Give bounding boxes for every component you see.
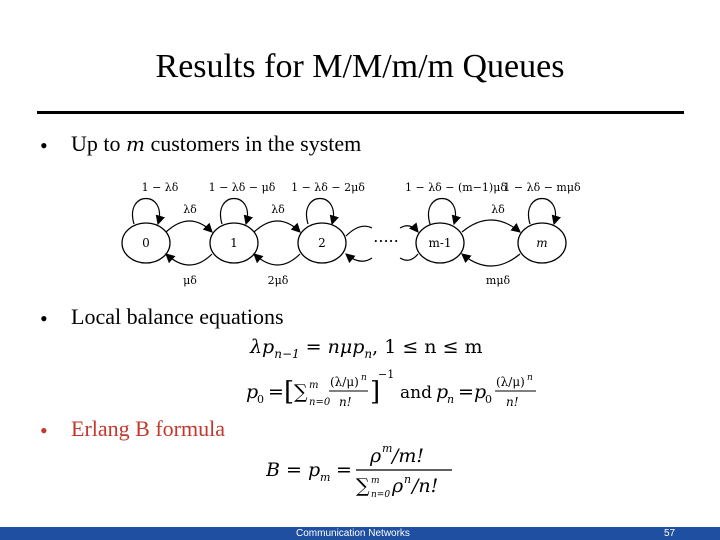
backward-rate-1: 2μδ <box>267 274 289 287</box>
svg-text:m: m <box>320 471 331 484</box>
footer-course-title: Communication Networks <box>296 528 410 539</box>
forward-rate-2: λδ <box>491 203 505 216</box>
self-loop-1 <box>221 199 248 225</box>
svg-text:m: m <box>309 380 319 391</box>
state-label-1: 1 <box>230 236 238 250</box>
self-loop-label-4: 1 − λδ − mμδ <box>503 181 581 194</box>
svg-text:B = p: B = p <box>266 459 321 481</box>
svg-text:∑: ∑ <box>294 381 308 403</box>
svg-text:(λ/μ): (λ/μ) <box>330 375 359 389</box>
self-loop-0 <box>133 199 160 225</box>
self-loop-label-0: 1 − λδ <box>141 181 179 194</box>
forward-arc-1 <box>254 221 300 232</box>
forward-rate-0: λδ <box>183 203 197 216</box>
forward-arc-3 <box>400 226 418 232</box>
state-label-m: m <box>536 236 548 250</box>
svg-text:ρ: ρ <box>370 445 382 467</box>
svg-text:n: n <box>447 393 455 406</box>
diagram-ellipsis: ..... <box>373 227 399 246</box>
bullet-erlang-b: Erlang B formula <box>71 416 225 441</box>
forward-arc-2 <box>346 226 372 236</box>
slide-title: Results for M/M/m/m Queues <box>155 48 565 85</box>
backward-rate-2: mμδ <box>485 274 511 287</box>
bullet-marker: • <box>40 133 48 158</box>
svg-text:p: p <box>474 381 487 403</box>
svg-text:0: 0 <box>485 393 492 406</box>
forward-arc-4 <box>462 220 520 232</box>
svg-text:∑: ∑ <box>356 475 370 497</box>
svg-text:=: = <box>336 459 352 481</box>
footer-bar <box>0 527 720 540</box>
erlang-b-equation <box>266 440 476 498</box>
bullet-marker: • <box>40 418 48 443</box>
backward-arc-0 <box>166 254 212 265</box>
p0-equation <box>246 364 546 414</box>
svg-text:−1: −1 <box>378 368 395 381</box>
svg-text:p: p <box>246 381 259 403</box>
bullet-marker: • <box>40 306 48 331</box>
self-loop-4 <box>529 199 556 225</box>
page-number: 57 <box>664 528 676 539</box>
backward-arc-4 <box>462 254 520 266</box>
svg-text:n: n <box>527 373 533 383</box>
bullet-system-capacity: Up to m customers in the system <box>71 131 362 156</box>
backward-arc-2 <box>346 254 372 261</box>
svg-text:=: = <box>268 381 284 403</box>
svg-text:n=0: n=0 <box>371 490 391 498</box>
state-transition-diagram <box>110 172 590 294</box>
svg-text:/m!: /m! <box>392 445 425 467</box>
svg-text:and: and <box>400 383 432 403</box>
self-loop-label-2: 1 − λδ − 2μδ <box>291 181 365 194</box>
svg-text:n: n <box>361 373 367 383</box>
svg-text:0: 0 <box>257 393 264 406</box>
svg-text:/n!: /n! <box>412 475 439 497</box>
svg-text:m: m <box>382 442 393 455</box>
backward-rate-0: μδ <box>183 274 197 287</box>
title-divider <box>37 111 684 114</box>
self-loop-label-3: 1 − λδ − (m−1)μδ <box>404 181 508 194</box>
svg-text:[: [ <box>284 377 295 407</box>
svg-text:]: ] <box>370 377 381 407</box>
forward-arc-0 <box>166 221 212 232</box>
svg-text:n!: n! <box>339 395 352 409</box>
backward-arc-3 <box>400 254 418 260</box>
state-label-m-1: m-1 <box>428 236 452 250</box>
svg-text:n!: n! <box>506 395 519 409</box>
forward-rate-1: λδ <box>271 203 285 216</box>
self-loop-2 <box>307 199 334 225</box>
svg-text:n=0: n=0 <box>309 397 331 408</box>
svg-text:n: n <box>404 473 412 486</box>
state-label-2: 2 <box>318 236 326 250</box>
bullet-local-balance: Local balance equations <box>71 304 284 329</box>
svg-text:=: = <box>458 381 474 403</box>
svg-text:m: m <box>371 476 380 486</box>
balance-equation: $\lambda p_{n-1} = n\mu p_n$, 1 ≤ n ≤ m <box>250 336 483 361</box>
self-loop-label-1: 1 − λδ − μδ <box>208 181 276 194</box>
svg-text:(λ/μ): (λ/μ) <box>496 375 525 389</box>
self-loop-3 <box>429 199 456 225</box>
backward-arc-1 <box>254 254 300 265</box>
state-label-0: 0 <box>142 236 150 250</box>
svg-text:p: p <box>436 381 449 403</box>
svg-text:ρ: ρ <box>392 475 404 497</box>
